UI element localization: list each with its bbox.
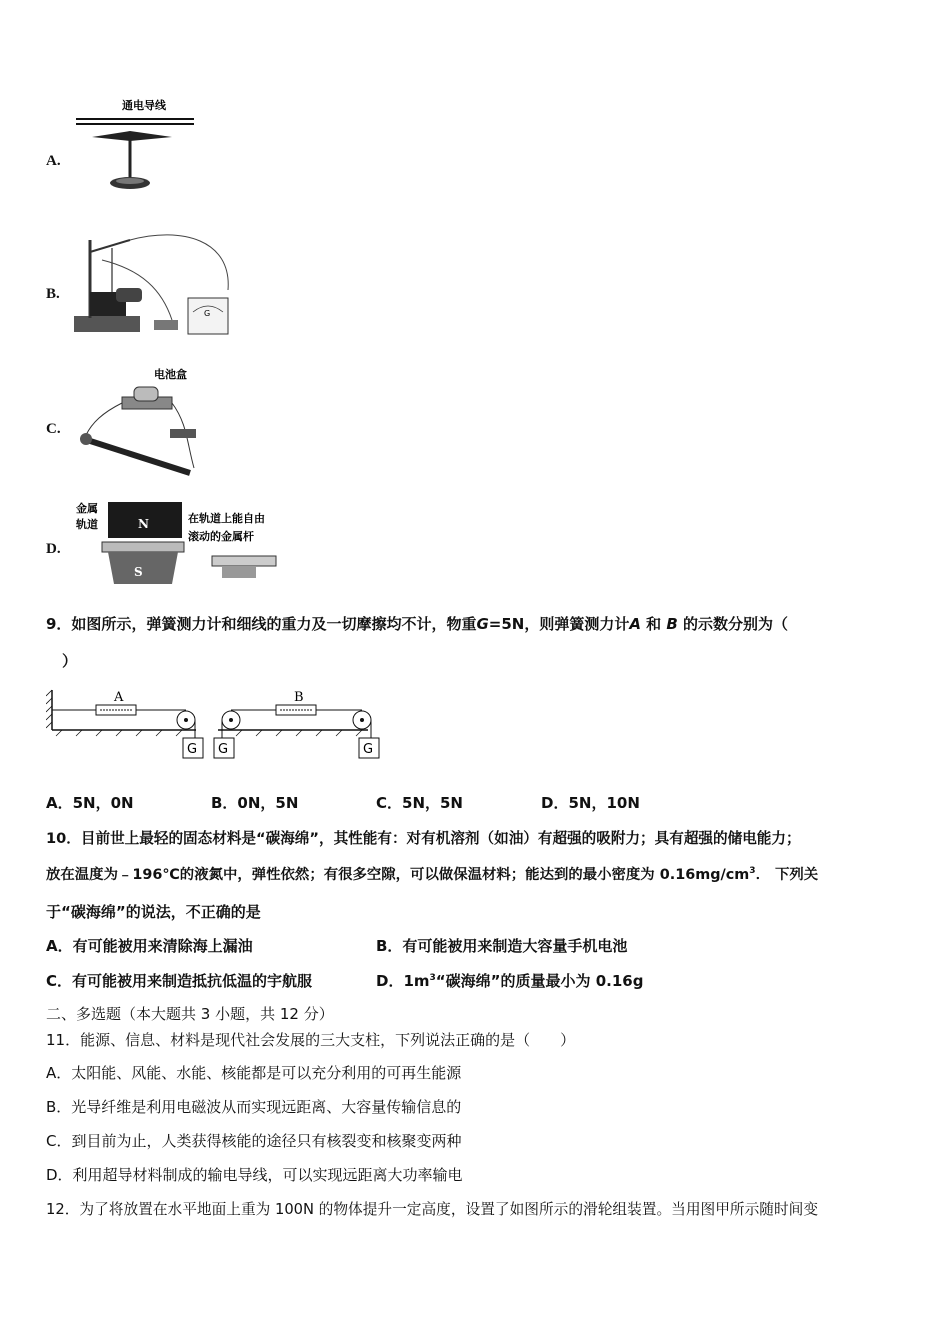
option-c-label: C.: [46, 421, 61, 437]
q10-option-a[interactable]: A．有可能被用来清除海上漏油: [46, 937, 253, 955]
figure-battery-bar: [72, 363, 212, 478]
weight-g-2: G: [218, 742, 229, 757]
q9-option-a[interactable]: A．5N，0N: [46, 794, 134, 812]
q10-option-b[interactable]: B．有可能被用来制造大容量手机电池: [376, 937, 628, 955]
q9-stem-close: ）: [62, 652, 78, 670]
q11-stem: 11．能源、信息、材料是现代社会发展的三大支柱，下列说法正确的是（ ）: [46, 1031, 576, 1049]
q10-line2: 放在温度为﹣196℃的液氮中，弹性依然；有很多空隙，可以做保温材料；能达到的最小密度为 $0.16mg/cm^3$． 下列关: [46, 866, 819, 883]
caption-track-2: 轨道: [76, 518, 98, 531]
q9-option-b[interactable]: B．0N，5N: [211, 794, 299, 812]
figure-galvanometer-setup: [72, 230, 237, 340]
q10-line1: 10．目前世上最轻的固态材料是“碳海绵”，其性能有：对有机溶剂（如油）有超强的吸附力；具有超强的储电能力；: [46, 830, 801, 847]
q11-option-d[interactable]: D．利用超导材料制成的输电导线，可以实现远距离大功率输电: [46, 1166, 463, 1184]
pole-n: N: [138, 517, 149, 531]
q9-option-d[interactable]: D．5N，10N: [541, 794, 640, 812]
section-multi-choice-heading: 二、多选题（本大题共 3 小题，共 12 分）: [46, 1005, 334, 1023]
q10-option-c[interactable]: C．有可能被用来制造抵抗低温的宇航服: [46, 972, 313, 990]
q11-option-a[interactable]: A．太阳能、风能、水能、核能都是可以充分利用的可再生能源: [46, 1064, 462, 1082]
q9-option-c[interactable]: C．5N，5N: [376, 794, 463, 812]
option-d-label: D.: [46, 541, 61, 557]
figure-spring-scales: [46, 686, 386, 768]
pole-s: S: [134, 565, 143, 579]
weight-g-3: G: [363, 742, 374, 757]
q11-option-b[interactable]: B．光导纤维是利用电磁波从而实现远距离、大容量传输信息的: [46, 1098, 462, 1116]
caption-track-1: 金属: [76, 502, 98, 515]
caption-rod-1: 在轨道上能自由: [188, 512, 265, 525]
figure-wire-compass: [72, 95, 197, 200]
scale-a-label: A: [114, 690, 124, 705]
scale-b-label: B: [294, 690, 304, 705]
caption-wire: 通电导线: [122, 99, 166, 112]
q11-option-c[interactable]: C．到目前为止，人类获得核能的途径只有核裂变和核聚变两种: [46, 1132, 462, 1150]
q9-stem-line1: 9．如图所示，弹簧测力计和细线的重力及一切摩擦均不计，物重G=5N，则弹簧测力计A 和 B 的示数分别为（: [46, 615, 789, 633]
meter-label: G: [204, 309, 211, 318]
option-b-label: B.: [46, 286, 60, 302]
figure-rail-magnet: [72, 498, 297, 590]
weight-g-1: G: [187, 742, 198, 757]
option-a-label: A.: [46, 153, 61, 169]
caption-battery: 电池盒: [154, 368, 187, 381]
q10-option-d[interactable]: D．$1m^3“$碳海绵”的质量最小为 0.16g: [376, 972, 644, 990]
q12-stem: 12．为了将放置在水平地面上重为 100N 的物体提升一定高度，设置了如图所示的滑轮组装置。当用图甲所示随时间变: [46, 1201, 819, 1218]
caption-rod-2: 滚动的金属杆: [188, 530, 254, 543]
q10-line3: 于“碳海绵”的说法，不正确的是: [46, 903, 261, 921]
